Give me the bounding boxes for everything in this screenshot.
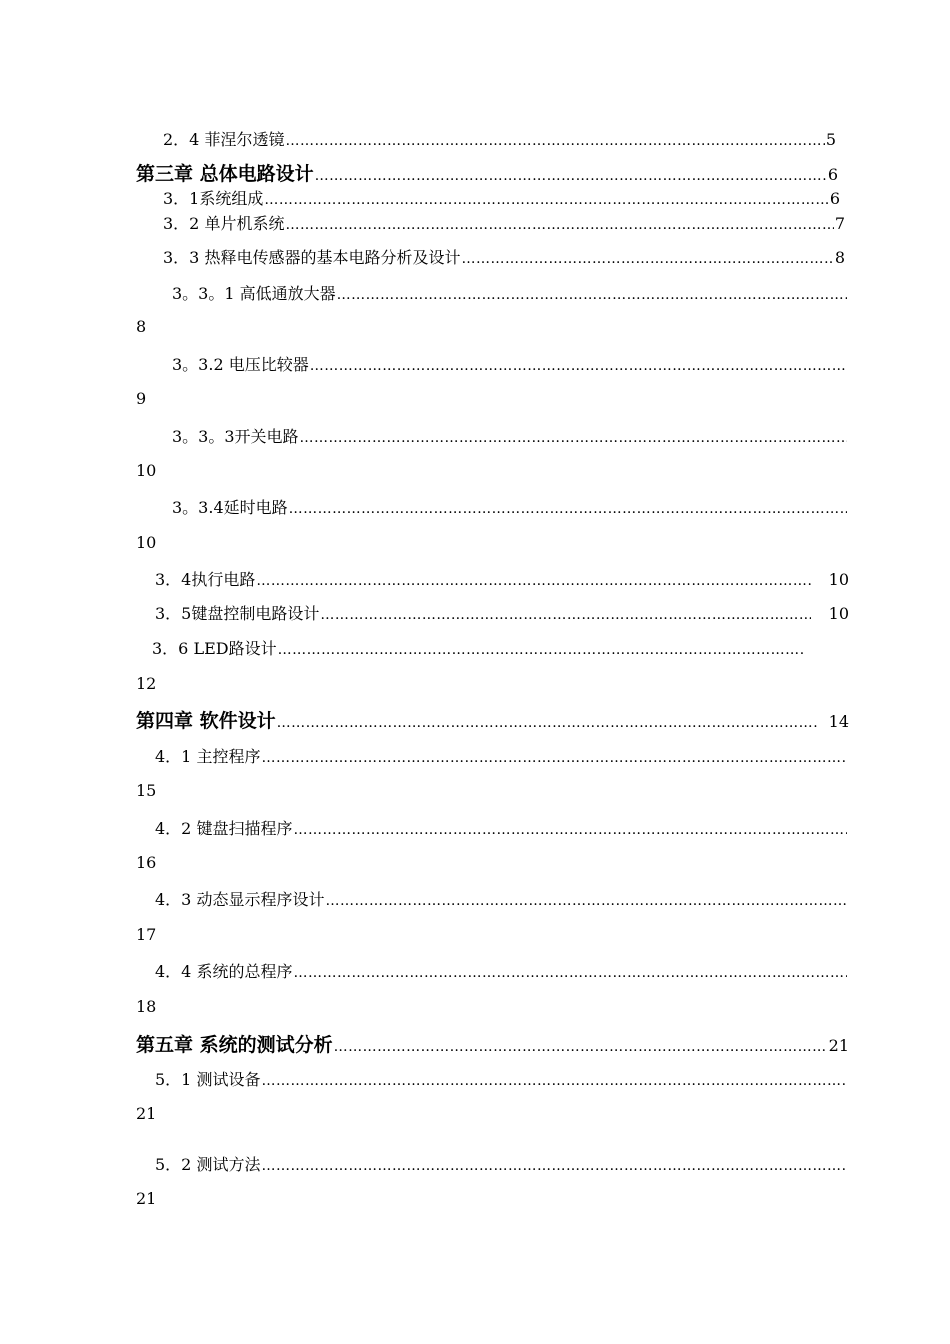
- toc-entry-label: 3。3.2 电压比较器: [172, 355, 309, 374]
- toc-page-number: 14: [828, 712, 849, 731]
- toc-entry[interactable]: [152, 636, 804, 659]
- toc-page-number: 6: [829, 189, 840, 208]
- toc-entry[interactable]: [155, 567, 849, 590]
- dot-leader: [277, 715, 819, 731]
- toc-entry[interactable]: [155, 959, 848, 982]
- toc-chapter-entry[interactable]: [136, 159, 838, 186]
- toc-chapter-label: 第四章 软件设计: [136, 710, 276, 732]
- toc-entry-label: 4．2 键盘扫描程序: [155, 819, 293, 838]
- toc-entry[interactable]: [163, 127, 836, 150]
- dot-leader: [261, 1158, 847, 1174]
- toc-page-number: 10: [828, 570, 849, 589]
- toc-entry-label: 3．5键盘控制电路设计: [155, 604, 320, 623]
- dot-leader: [334, 1039, 828, 1055]
- toc-entry[interactable]: [155, 1067, 848, 1090]
- toc-entry-label: 3。3。3开关电路: [172, 427, 299, 446]
- toc-entry-label: 5．1 测试设备: [155, 1070, 261, 1089]
- toc-entry[interactable]: [155, 1152, 848, 1175]
- dot-leader: [285, 133, 824, 149]
- toc-page-number: 21: [828, 1036, 849, 1055]
- toc-entry[interactable]: [155, 887, 848, 910]
- toc-entry[interactable]: [172, 424, 848, 447]
- toc-page-number: 8: [136, 317, 147, 336]
- dot-leader: [264, 192, 828, 208]
- toc-entry-label: 3．4执行电路: [155, 570, 256, 589]
- dot-leader: [261, 1073, 847, 1089]
- toc-entry[interactable]: [155, 816, 848, 839]
- toc-entry[interactable]: [155, 744, 848, 767]
- toc-page-number: 6: [827, 165, 838, 184]
- toc-page-number: 10: [136, 533, 157, 552]
- dot-leader: [337, 287, 847, 303]
- toc-entry-label: 3．2 单片机系统: [163, 214, 285, 233]
- toc-chapter-entry[interactable]: [136, 706, 849, 733]
- toc-entry[interactable]: [172, 352, 848, 375]
- dot-leader: [325, 893, 847, 909]
- dot-leader: [320, 607, 810, 623]
- dot-leader: [293, 822, 847, 838]
- dot-leader: [461, 251, 833, 267]
- dot-leader: [315, 168, 827, 184]
- dot-leader: [293, 965, 847, 981]
- toc-entry-label: 3。3。1 高低通放大器: [172, 284, 336, 303]
- toc-entry-label: 4．3 动态显示程序设计: [155, 890, 325, 909]
- toc-page-number: 9: [136, 389, 147, 408]
- toc-entry[interactable]: [172, 495, 848, 518]
- toc-entry[interactable]: [172, 281, 848, 304]
- toc-entry-label: 4．1 主控程序: [155, 747, 261, 766]
- toc-page-number: 21: [136, 1189, 157, 1208]
- toc-page-number: 18: [136, 997, 157, 1016]
- toc-entry-label: 3．1系统组成: [163, 189, 264, 208]
- toc-entry-label: 4．4 系统的总程序: [155, 962, 293, 981]
- dot-leader: [285, 217, 833, 233]
- toc-page-number: 7: [834, 214, 845, 233]
- toc-chapter-label: 第三章 总体电路设计: [136, 163, 314, 185]
- toc-entry[interactable]: [163, 186, 840, 209]
- toc-page-number: 10: [136, 461, 157, 480]
- dot-leader: [278, 642, 803, 658]
- dot-leader: [289, 501, 847, 517]
- toc-chapter-entry[interactable]: [136, 1030, 849, 1057]
- toc-page-number: 21: [136, 1104, 157, 1123]
- toc-page-number: 5: [825, 130, 836, 149]
- toc-page-number: 10: [828, 604, 849, 623]
- toc-entry[interactable]: [163, 245, 845, 268]
- toc-page-number: 12: [136, 674, 157, 693]
- toc-entry-label: 3。3.4延时电路: [172, 498, 288, 517]
- toc-page-number: 8: [834, 248, 845, 267]
- toc-entry-label: 3．6 LED路设计: [152, 639, 277, 658]
- toc-page-number: 15: [136, 781, 157, 800]
- toc-entry[interactable]: [155, 601, 849, 624]
- toc-page-number: 17: [136, 925, 157, 944]
- dot-leader: [310, 358, 847, 374]
- toc-page-number: 16: [136, 853, 157, 872]
- toc-entry-label: 5．2 测试方法: [155, 1155, 261, 1174]
- toc-entry-label: 2．4 菲涅尔透镜: [163, 130, 285, 149]
- toc-chapter-label: 第五章 系统的测试分析: [136, 1034, 333, 1056]
- toc-entry[interactable]: [163, 211, 845, 234]
- dot-leader: [256, 573, 810, 589]
- toc-entry-label: 3．3 热释电传感器的基本电路分析及设计: [163, 248, 461, 267]
- dot-leader: [300, 430, 847, 446]
- dot-leader: [261, 750, 847, 766]
